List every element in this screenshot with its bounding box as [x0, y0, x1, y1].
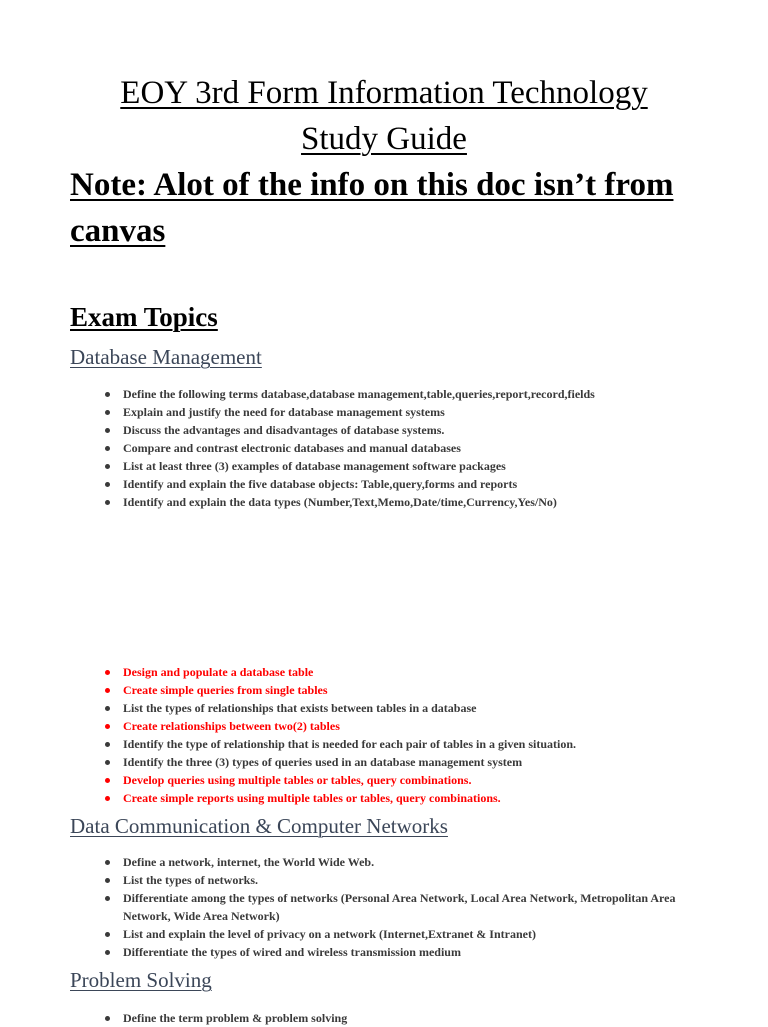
list-item: Compare and contrast electronic databases and manual databases [104, 439, 684, 457]
list-item: Define a network, internet, the World Wide Web. [104, 853, 684, 871]
data-communication-list [104, 853, 684, 961]
list-item: Identify the type of relationship that is needed for each pair of tables in a given situation. [104, 735, 684, 753]
list-item: Create relationships between two(2) tables [104, 717, 684, 735]
problem-solving-list [104, 1009, 684, 1027]
section-heading-database-management: Database Management [70, 345, 262, 369]
document-note: Note: Alot of the info on this doc isn’t from canvas [70, 167, 674, 249]
database-management-list-part-2 [104, 663, 684, 807]
list-item: List the types of networks. [104, 871, 684, 889]
list-item: Define the following terms database,database management,table,queries,report,record,fields [104, 385, 684, 403]
section-heading-data-communication: Data Communication & Computer Networks [70, 814, 448, 838]
list-item: Develop queries using multiple tables or tables, query combinations. [104, 771, 684, 789]
list-item: Create simple reports using multiple tables or tables, query combinations. [104, 789, 684, 807]
list-item: Identify the three (3) types of queries used in an database management system [104, 753, 684, 771]
document-title-line-1: EOY 3rd Form Information Technology [120, 75, 648, 111]
title-block [0, 70, 768, 162]
list-item: List the types of relationships that exists between tables in a database [104, 699, 684, 717]
database-management-list-part-1 [104, 385, 684, 511]
list-item: Identify and explain the five database objects: Table,query,forms and reports [104, 475, 684, 493]
list-item: Create simple queries from single tables [104, 681, 684, 699]
list-item: List and explain the level of privacy on a network (Internet,Extranet & Intranet) [104, 925, 684, 943]
list-item: Explain and justify the need for database management systems [104, 403, 684, 421]
list-item: Differentiate the types of wired and wireless transmission medium [104, 943, 684, 961]
list-item: List at least three (3) examples of database management software packages [104, 457, 684, 475]
exam-topics-heading: Exam Topics [70, 302, 218, 332]
list-item: Differentiate among the types of networks (Personal Area Network, Local Area Network, Metropolitan Area Network, Wide Area Network) [104, 889, 684, 925]
section-heading-problem-solving: Problem Solving [70, 968, 212, 992]
list-item: Define the term problem & problem solving [104, 1009, 684, 1027]
list-item: Identify and explain the data types (Number,Text,Memo,Date/time,Currency,Yes/No) [104, 493, 684, 511]
list-item: Discuss the advantages and disadvantages of database systems. [104, 421, 684, 439]
document-title-line-2: Study Guide [301, 121, 467, 157]
list-item: Design and populate a database table [104, 663, 684, 681]
